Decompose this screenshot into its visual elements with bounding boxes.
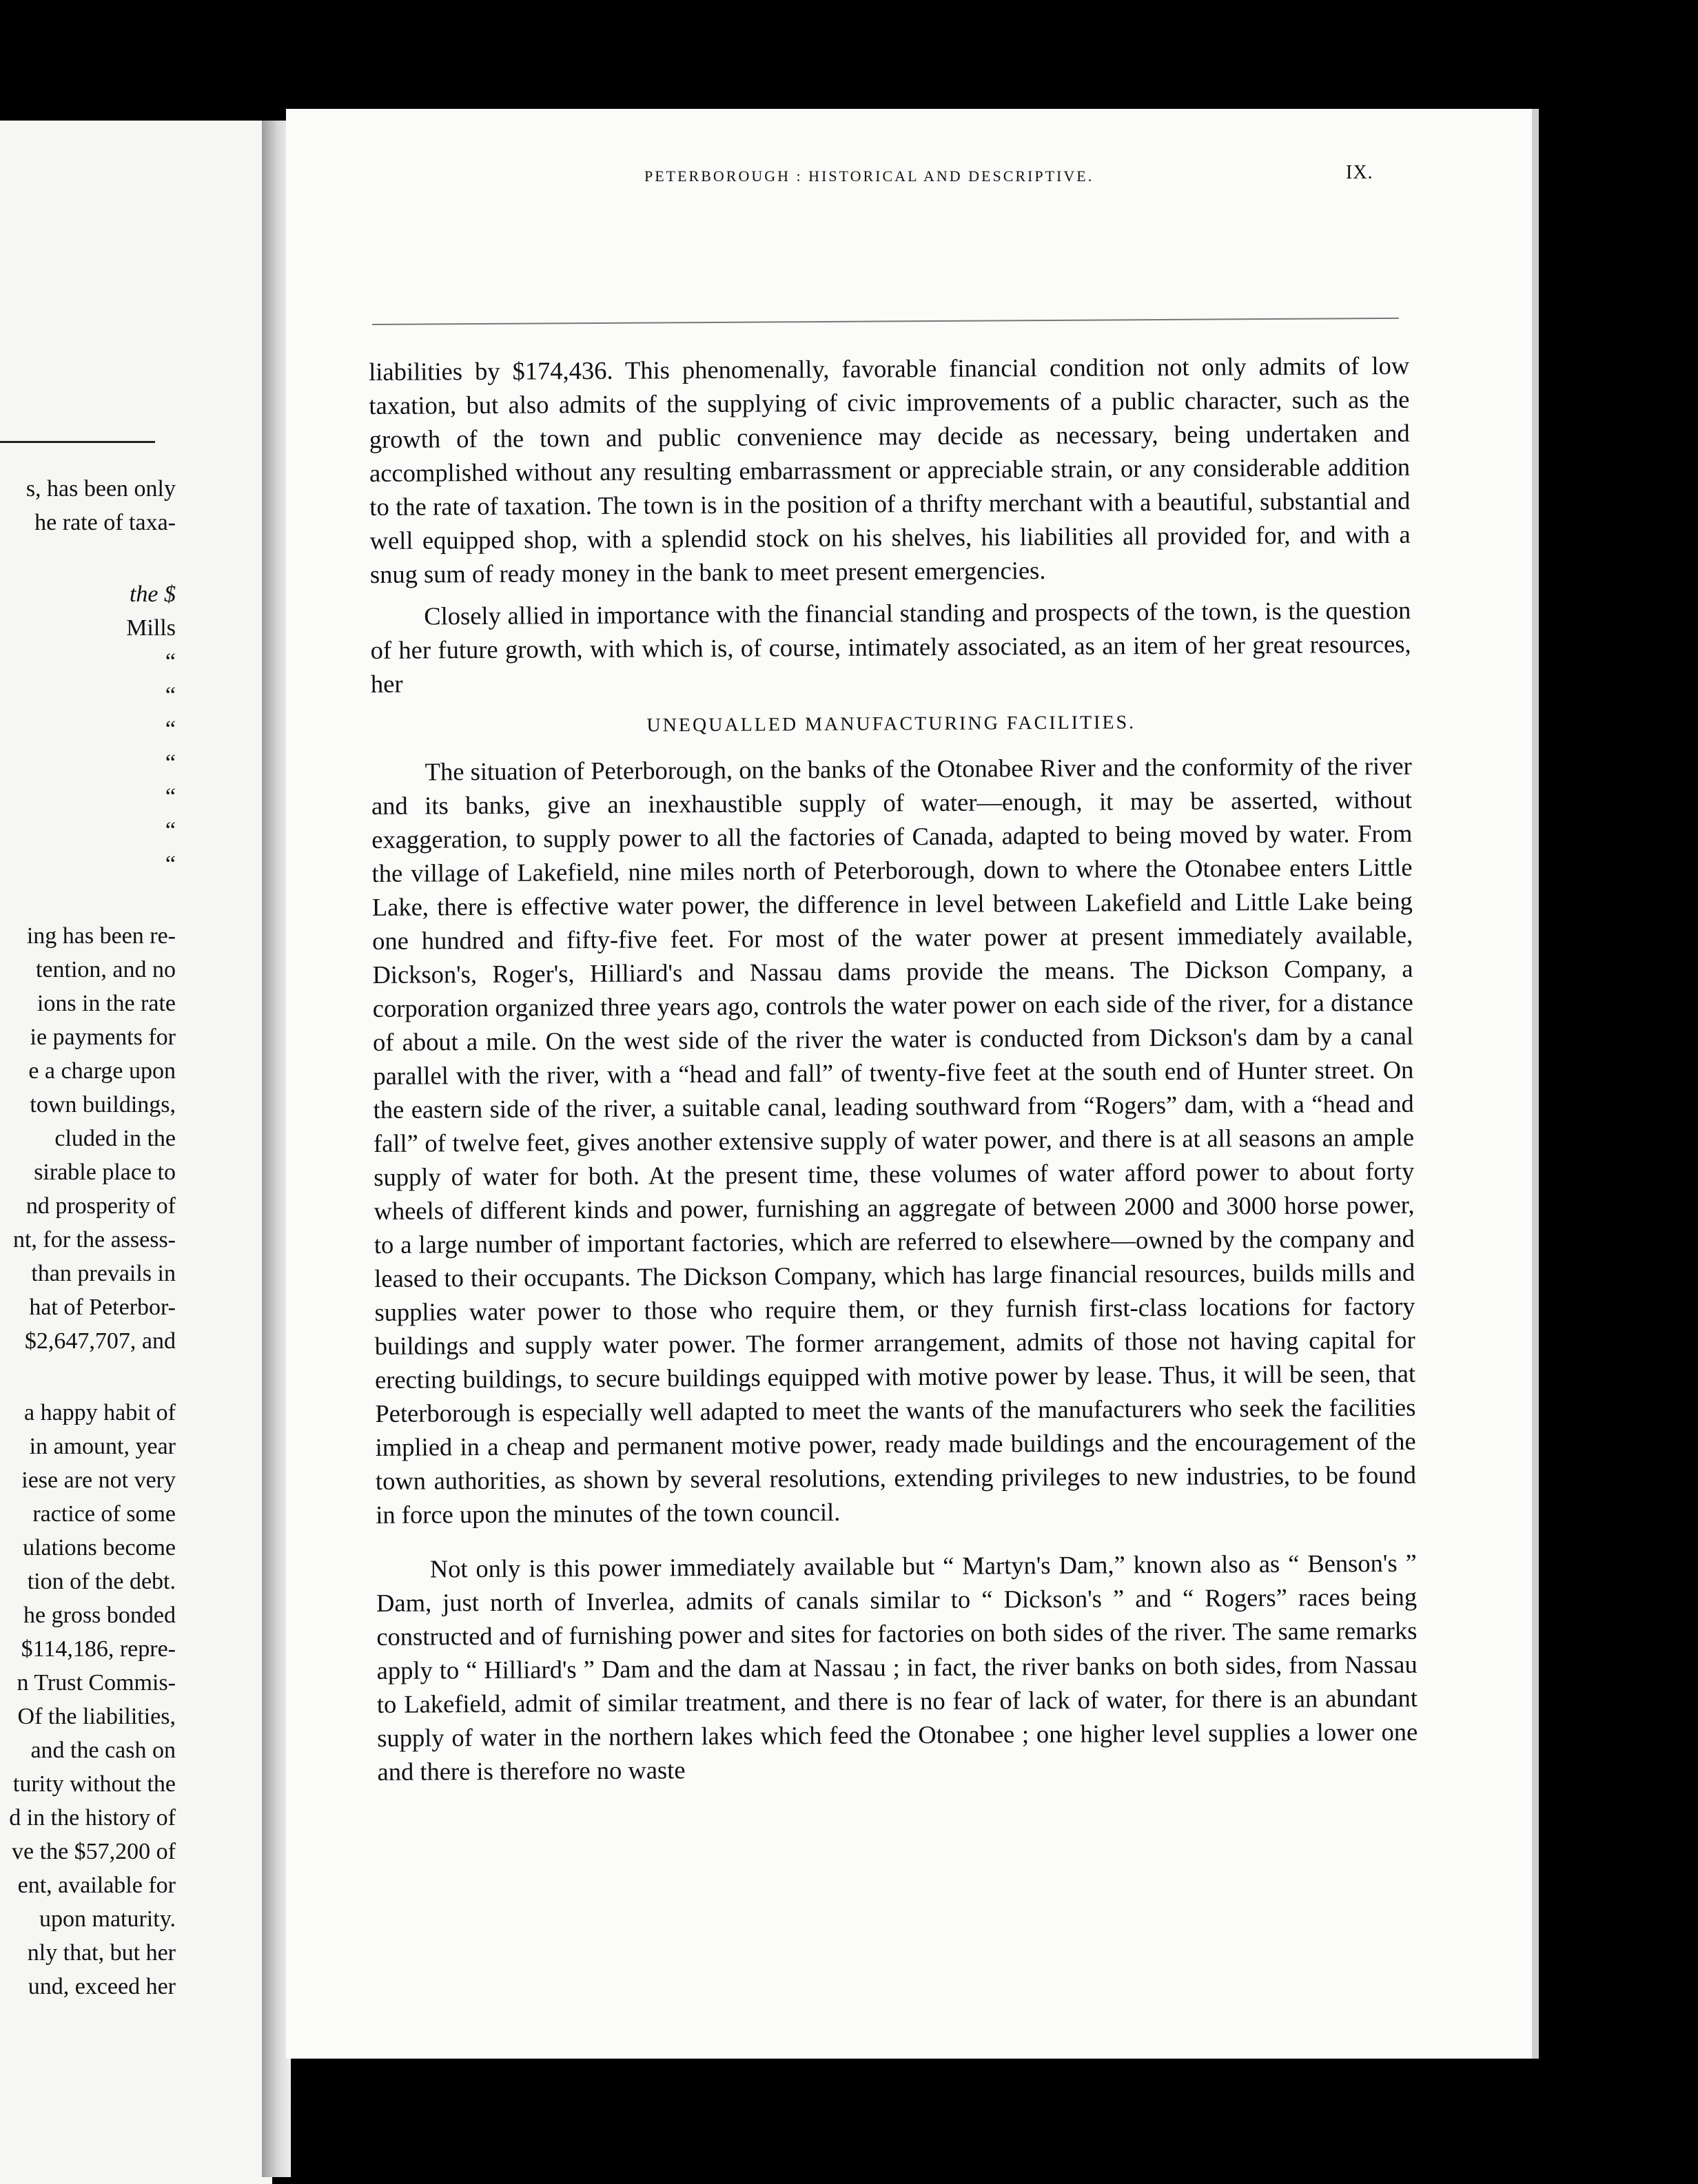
- facing-page-line: cluded in the: [54, 1126, 176, 1151]
- facing-page-line: town buildings,: [30, 1092, 176, 1117]
- facing-page-line: he gross bonded: [23, 1603, 176, 1628]
- facing-page-line: $2,647,707, and: [24, 1328, 176, 1354]
- facing-page-line: und, exceed her: [28, 1974, 176, 1999]
- facing-page-line: $114,186, repre-: [21, 1636, 176, 1662]
- facing-page-line: ions in the rate: [37, 991, 176, 1016]
- facing-page-line: he rate of taxa-: [34, 510, 176, 535]
- facing-page-line: “: [165, 784, 176, 810]
- facing-page-line: and the cash on: [30, 1738, 176, 1763]
- facing-page-line: “: [165, 683, 176, 708]
- facing-page-line: nly that, but her: [27, 1940, 176, 1966]
- facing-page-line: in amount, year: [29, 1434, 176, 1459]
- body-text: [369, 349, 1418, 1789]
- facing-page-line: upon maturity.: [39, 1906, 176, 1932]
- facing-page-line: “: [165, 717, 176, 742]
- facing-page-line: e a charge upon: [28, 1058, 176, 1084]
- facing-page-line: hat of Peterbor-: [29, 1295, 176, 1320]
- facing-page-line: nt, for the assess-: [12, 1227, 176, 1253]
- paragraph-3: The situation of Peterborough, on the banks of the Otonabee River and the conformity of the river and its banks, give an inexhaustible supply of water—enough, it may be asserted, without exaggeration, to supply power to all the factories of Canada, adapted to being moved by water. From the village of Lakefield, nine miles north of Peterborough, down to where the Otonabee enters Little Lake, there is effective water power, the difference in level between Lakefield and Little Lake being one hundred and fifty-five feet. For most of the water power at present immediately available, Dickson's, Roger's, Hilliard's and Nassau dams provide the means. The Dickson Company, a corporation organized three years ago, controls the water power on each side of the river, for a distance of about a mile. On the west side of the river the water is conducted from Dickson's dam by a canal parallel with the river, with a “head and fall” of twenty-five feet at the south end of Hunter street. On the eastern side of the river, a suitable canal, leading southward from “Rogers” dam, with a “head and fall” of twelve feet, gives another extensive supply of water power, and there is at all seasons an ample supply of water for both. At the present time, these volumes of water afford power to about forty wheels of different kinds and power, furnishing an aggregate of between 2000 and 3000 horse power, to a large number of important factories, which are referred to elsewhere—owned by the company and leased to their occupants. The Dickson Company, which has large financial resources, builds mills and supplies water power to those who require them, or they furnish first-class locations for factory buildings and supply water power. The former arrangement, admits of those not having capital for erecting buildings, to secure buildings equipped with motive power by lease. Thus, it will be seen, that Peterborough is especially well adapted to meet the wants of the manufacturers who seek the facilities implied in a cheap and permanent motive power, ready made buildings and the encouragement of the town authorities, as shown by several resolutions, extending privileges to new industries, to be found in force upon the minutes of the town council.: [371, 751, 1417, 1529]
- facing-page-line: Mills: [126, 615, 176, 641]
- facing-page-line: sirable place to: [34, 1160, 176, 1185]
- facing-page-line: ulations become: [23, 1535, 176, 1560]
- facing-page-line: [0, 881, 176, 919]
- facing-page-line: a happy habit of: [24, 1400, 176, 1425]
- facing-page-line: turity without the: [12, 1771, 176, 1797]
- running-head-title: PETERBOROUGH : HISTORICAL AND DESCRIPTIVE.: [644, 167, 1094, 185]
- paragraph-1: liabilities by $174,436. This phenomenally, favorable financial condition not only admits of low taxation, but also admits of the supplying of civic improvements of a public character, such as the growth of the town and public convenience may decide as necessary, being undertaken and accomplished without any resulting embarrassment or appreciable strain, or any considerable addition to the rate of taxation. The town is in the position of a thrifty merchant with a beautiful, substantial and well equipped shop, with a splendid stock on his shelves, his liabilities all provided for, and with a snug sum of ready money in the bank to meet present emergencies.: [369, 351, 1411, 588]
- facing-page-line: ie payments for: [30, 1024, 176, 1050]
- facing-page-line: “: [165, 750, 176, 776]
- section-heading: UNEQUALLED MANUFACTURING FACILITIES.: [646, 712, 1136, 736]
- facing-page-line: ent, available for: [17, 1873, 176, 1898]
- facing-page-line: tention, and no: [35, 957, 176, 982]
- page-number: IX.: [1346, 162, 1373, 183]
- facing-page-line: ve the $57,200 of: [12, 1839, 176, 1864]
- facing-page: [0, 121, 272, 2184]
- facing-page-line: ing has been re-: [26, 923, 176, 949]
- facing-page-line: Of the liabilities,: [17, 1704, 176, 1729]
- facing-page-line: “: [165, 818, 176, 843]
- facing-page-line: ractice of some: [32, 1501, 176, 1527]
- facing-page-line: “: [165, 649, 176, 674]
- facing-page-line: n Trust Commis-: [17, 1670, 176, 1696]
- paragraph-2: Closely allied in importance with the financial standing and prospects of the town, is the question of her future growth, with which is, of course, intimately associated, as an item of her great resources, her: [370, 595, 1411, 698]
- facing-page-line: tion of the debt.: [27, 1569, 176, 1594]
- facing-page-line: iese are not very: [21, 1467, 176, 1493]
- facing-page-line: nd prosperity of: [25, 1193, 176, 1219]
- facing-page-text: [0, 472, 176, 2003]
- page-edge: [1532, 109, 1539, 2059]
- facing-page-line: the $: [129, 581, 176, 607]
- facing-page-line: [0, 539, 176, 577]
- facing-page-line: s, has been only: [25, 476, 176, 502]
- facing-page-rule: [0, 441, 155, 443]
- paragraph-4: Not only is this power immediately available but “ Martyn's Dam,” known also as “ Benson's ” Dam, just north of Inverlea, admits of canals similar to “ Dickson's ” and “ Rogers” races being constructed and of furnishing power and sites for factories on both sides of the river. The same remarks apply to “ Hilliard's ” Dam and the dam at Nassau ; in fact, the river banks on both sides, from Nassau to Lakefield, admit of similar treatment, and there is no fear of lack of water, for there is an abundant supply of water in the northern lakes which feed the Otonabee ; one higher level supplies a lower one and there is therefore no waste: [376, 1548, 1418, 1786]
- facing-page-line: [0, 1358, 176, 1396]
- facing-page-line: d in the history of: [9, 1805, 176, 1831]
- facing-page-line: “: [165, 852, 176, 877]
- facing-page-line: than prevails in: [31, 1261, 176, 1286]
